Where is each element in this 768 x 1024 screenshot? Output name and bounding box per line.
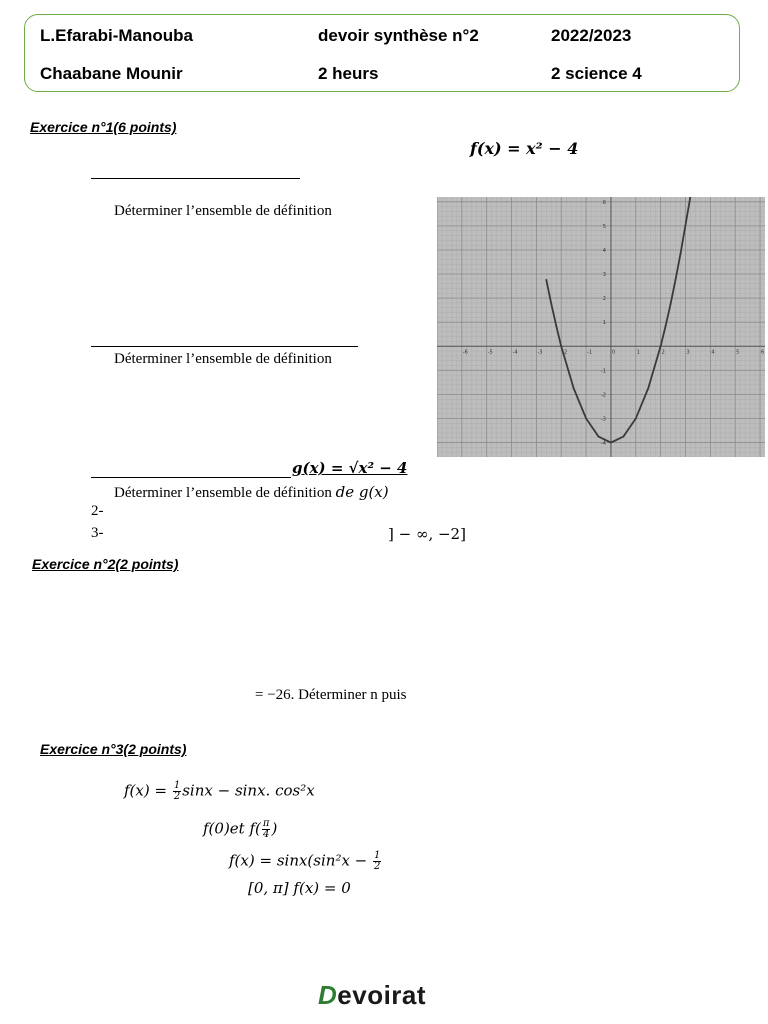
frac-den: 2	[374, 861, 381, 872]
devoirat-logo	[318, 980, 426, 1011]
y-tick-label: -3	[600, 416, 606, 423]
question-domain-g-math: de g(x)	[335, 483, 389, 501]
curve-point	[680, 253, 682, 255]
curve-point	[665, 325, 667, 327]
question-domain-2: Déterminer l’ensemble de définition	[114, 351, 332, 367]
ex3-line-1	[124, 781, 315, 802]
y-tick-label: 2	[602, 296, 606, 303]
question-domain-1: Déterminer l’ensemble de définition	[114, 203, 332, 219]
exam-duration: 2 heurs	[318, 64, 379, 83]
item-2: 2-	[91, 503, 104, 519]
x-tick-label: -1	[587, 349, 593, 356]
teacher-name: Chaabane Mounir	[40, 64, 183, 83]
question-domain-g-text: Déterminer l’ensemble de définition	[114, 485, 332, 501]
x-tick-label: -2	[562, 349, 568, 356]
ex3-line-3-a: f(x) = sinx(sin²x −	[229, 851, 368, 870]
curve-point	[610, 442, 612, 444]
school-year: 2022/2023	[551, 26, 632, 45]
exercise-2-title: Exercice n°2(2 points)	[32, 556, 179, 572]
x-tick-label: 5	[736, 349, 740, 356]
curve-point	[660, 345, 662, 347]
item-3: 3-	[91, 525, 104, 541]
ex3-line-4: [0, π] f(x) = 0	[248, 879, 351, 897]
x-tick-label: 1	[636, 349, 640, 356]
class-name: 2 science 4	[551, 64, 642, 83]
frac-den: 4	[262, 829, 270, 840]
y-tick-label: 4	[602, 247, 606, 254]
ex3-line-1-a: f(x) =	[124, 781, 168, 800]
exercise-3-title: Exercice n°3(2 points)	[40, 741, 187, 757]
x-tick-label: 0	[611, 349, 616, 356]
frac-num: π	[262, 818, 270, 829]
curve-point	[622, 436, 624, 438]
question-domain-g	[114, 483, 389, 502]
x-tick-label: -3	[537, 349, 543, 356]
y-tick-label: -1	[600, 368, 606, 375]
curve-point	[598, 436, 600, 438]
ex3-fraction-3	[373, 851, 381, 872]
x-tick-label: 4	[711, 349, 715, 356]
ex3-fraction-1	[173, 781, 181, 802]
curve-point	[585, 418, 587, 420]
curve-point	[545, 279, 547, 281]
ex3-line-2-b: )	[271, 819, 278, 838]
x-tick-label: -5	[487, 349, 493, 356]
ex3-line-1-b: sinx − sinx. cos²x	[182, 781, 315, 800]
curve-point	[670, 303, 672, 305]
ex3-line-2-a: f(0)et f(	[203, 819, 261, 838]
curve-point	[573, 387, 575, 389]
y-tick-label: 5	[602, 223, 606, 230]
logo-letter: D	[318, 980, 338, 1010]
x-tick-label: 2	[661, 349, 665, 356]
frac-num: 1	[173, 780, 181, 791]
exercise-1-title: Exercice n°1(6 points)	[30, 119, 177, 135]
x-tick-label: 3	[686, 349, 690, 356]
x-tick-label: 6	[761, 349, 765, 356]
f-definition: f(x) = x² − 4	[470, 139, 579, 158]
answer-line-3	[91, 477, 291, 478]
y-tick-label: -4	[600, 440, 606, 447]
ex3-fraction-2	[262, 819, 271, 840]
logo-text: evoirat	[337, 980, 427, 1010]
curve-point	[635, 418, 637, 420]
curve-point	[555, 325, 557, 327]
ex3-line-3	[229, 851, 382, 872]
exercise-2-statement: = −26. Déterminer n puis	[255, 687, 407, 703]
frac-den: 2	[173, 791, 181, 802]
curve-point	[560, 345, 562, 347]
school-name: L.Efarabi-Manouba	[40, 26, 194, 45]
y-tick-label: 6	[602, 199, 606, 206]
interval: ] − ∞, −2]	[388, 525, 466, 543]
answer-line-1	[91, 178, 300, 179]
x-tick-label: -6	[462, 349, 468, 356]
y-tick-label: -2	[600, 392, 606, 399]
curve-point	[675, 279, 677, 281]
exam-title: devoir synthèse n°2	[318, 26, 479, 45]
parabola-graph	[437, 197, 765, 457]
ex3-line-2	[203, 819, 277, 840]
x-tick-label: -4	[512, 349, 518, 356]
frac-num: 1	[374, 850, 381, 861]
y-tick-label: 1	[602, 320, 606, 327]
curve-point	[647, 387, 649, 389]
answer-line-2	[91, 346, 358, 347]
curve-point	[550, 303, 552, 305]
y-tick-label: 3	[602, 272, 606, 279]
g-definition: g(x) = √x² − 4	[292, 459, 408, 477]
